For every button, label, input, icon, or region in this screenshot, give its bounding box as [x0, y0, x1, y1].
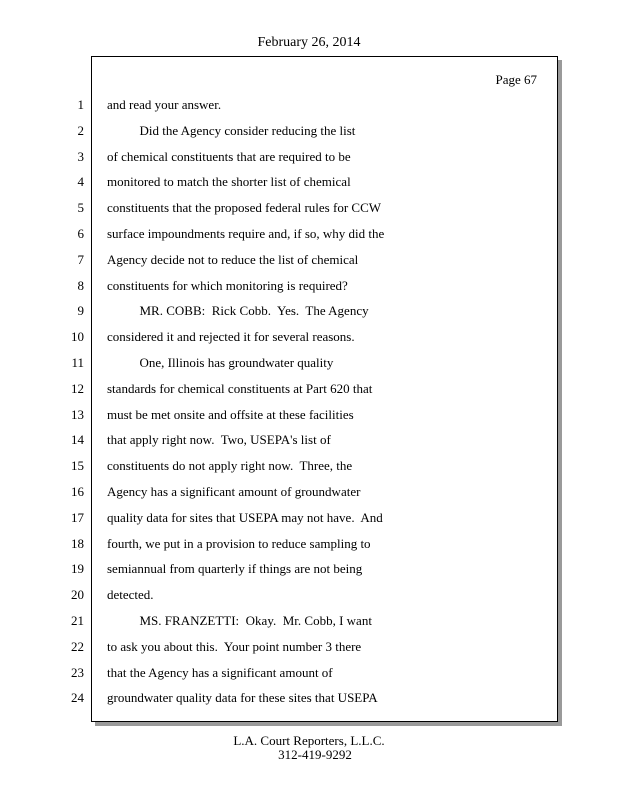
- line-number: 19: [71, 561, 84, 577]
- transcript-line: [0, 169, 618, 195]
- line-text: MR. COBB: Rick Cobb. Yes. The Agency: [107, 303, 369, 319]
- line-number: 10: [71, 329, 84, 345]
- line-text: groundwater quality data for these sites that USEPA: [107, 690, 378, 706]
- line-text: MS. FRANZETTI: Okay. Mr. Cobb, I want: [107, 612, 372, 628]
- transcript-line: [0, 221, 618, 247]
- page-number: Page 67: [495, 72, 537, 87]
- line-number: 2: [77, 122, 84, 138]
- transcript-line: [0, 556, 618, 582]
- line-text: Agency has a significant amount of groundwater: [107, 483, 361, 499]
- line-text: detected.: [107, 587, 154, 603]
- transcript-line: [0, 144, 618, 170]
- transcript-line: [0, 505, 618, 531]
- transcript-line: [0, 92, 618, 118]
- line-number: 15: [71, 458, 84, 474]
- line-text: monitored to match the shorter list of chemical: [107, 174, 351, 190]
- line-number: 16: [71, 483, 84, 499]
- line-text: semiannual from quarterly if things are not being: [107, 561, 363, 577]
- line-number: 24: [71, 690, 84, 706]
- line-number: 12: [71, 380, 84, 396]
- transcript-line: [0, 298, 618, 324]
- court-reporter-phone: 312-419-9292: [278, 747, 352, 762]
- transcript-line: [0, 376, 618, 402]
- transcript-line: [0, 273, 618, 299]
- line-number: 1: [77, 97, 84, 112]
- transcript-line: [0, 582, 618, 608]
- line-number: 20: [71, 587, 84, 603]
- transcript-line: [0, 479, 618, 505]
- line-number: 23: [71, 664, 84, 680]
- line-number: 7: [77, 251, 84, 267]
- line-text: fourth, we put in a provision to reduce sampling to: [107, 535, 371, 551]
- transcript-line: [0, 685, 618, 711]
- line-number: 3: [77, 148, 84, 164]
- line-text: that apply right now. Two, USEPA's list of: [107, 432, 331, 448]
- line-text: considered it and rejected it for several reasons.: [107, 329, 355, 345]
- line-text: must be met onsite and offsite at these facilities: [107, 406, 354, 422]
- line-number: 13: [71, 406, 84, 422]
- line-text: and read your answer.: [107, 97, 222, 112]
- line-number: 14: [71, 432, 84, 448]
- transcript-body: [0, 92, 618, 711]
- transcript-line: [0, 608, 618, 634]
- transcript-line: [0, 660, 618, 686]
- line-text: surface impoundments require and, if so, why did the: [107, 225, 385, 241]
- line-number: 8: [77, 277, 84, 293]
- transcript-line: [0, 247, 618, 273]
- line-number: 21: [71, 612, 84, 628]
- line-number: 17: [71, 509, 84, 525]
- line-text: quality data for sites that USEPA may not have. And: [107, 509, 383, 525]
- transcript-line: [0, 427, 618, 453]
- line-text: to ask you about this. Your point number 3 there: [107, 638, 362, 654]
- line-number: 4: [77, 174, 84, 190]
- transcript-line: [0, 402, 618, 428]
- line-text: constituents for which monitoring is required?: [107, 277, 348, 293]
- transcript-line: [0, 634, 618, 660]
- line-text: standards for chemical constituents at Part 620 that: [107, 380, 373, 396]
- line-text: that the Agency has a significant amount of: [107, 664, 333, 680]
- transcript-line: [0, 350, 618, 376]
- line-text: of chemical constituents that are required to be: [107, 148, 351, 164]
- line-number: 6: [77, 225, 84, 241]
- line-number: 22: [71, 638, 84, 654]
- transcript-date: February 26, 2014: [257, 35, 361, 50]
- line-number: 5: [77, 200, 84, 216]
- line-text: constituents do not apply right now. Three, the: [107, 458, 353, 474]
- transcript-line: [0, 118, 618, 144]
- transcript-line: [0, 453, 618, 479]
- line-text: Agency decide not to reduce the list of chemical: [107, 251, 359, 267]
- transcript-line: [0, 531, 618, 557]
- transcript-line: [0, 195, 618, 221]
- transcript-line: [0, 324, 618, 350]
- line-text: Did the Agency consider reducing the list: [107, 122, 356, 138]
- line-text: constituents that the proposed federal rules for CCW: [107, 200, 382, 216]
- line-number: 9: [77, 303, 84, 319]
- line-number: 18: [71, 535, 84, 551]
- line-number: 11: [71, 354, 84, 370]
- line-text: One, Illinois has groundwater quality: [107, 354, 334, 370]
- court-reporter-name: L.A. Court Reporters, L.L.C.: [233, 733, 385, 748]
